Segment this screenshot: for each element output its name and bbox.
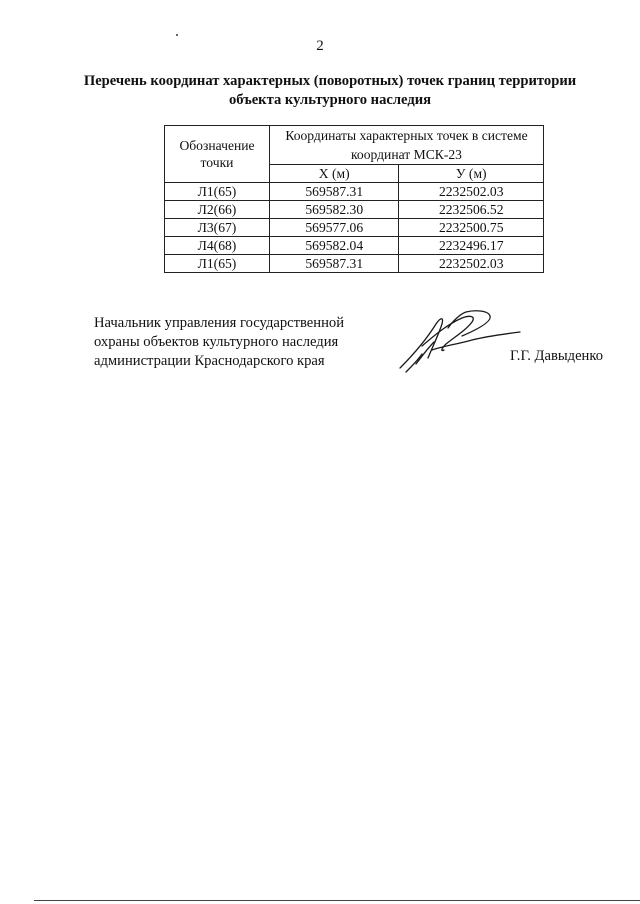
cell-y: 2232502.03 (399, 255, 544, 273)
header-coordinates (270, 126, 544, 165)
cell-x: 569577.06 (270, 219, 399, 237)
bottom-edge-line (34, 900, 640, 901)
header-x: X (м) (270, 165, 399, 183)
cell-x: 569582.04 (270, 237, 399, 255)
header-coords-line-1: Координаты характерных точек в системе (285, 128, 528, 143)
cell-point: Л1(65) (165, 183, 270, 201)
cell-y: 2232496.17 (399, 237, 544, 255)
header-point-line-2: точки (200, 155, 234, 170)
cell-x: 569582.30 (270, 201, 399, 219)
header-point-designation (165, 126, 270, 183)
cell-x: 569587.31 (270, 183, 399, 201)
table-row (165, 255, 544, 273)
cell-y: 2232502.03 (399, 183, 544, 201)
document-title (60, 72, 600, 110)
title-line-2: объекта культурного наследия (228, 92, 432, 108)
position-line-2: охраны объектов культурного наследия (94, 334, 339, 350)
page-number: 2 (316, 38, 324, 54)
cell-point: Л3(67) (165, 219, 270, 237)
cell-y: 2232506.52 (399, 201, 544, 219)
cell-point: Л4(68) (165, 237, 270, 255)
table-row (165, 219, 544, 237)
scan-speck (176, 34, 178, 36)
signatory-position (94, 314, 344, 371)
header-point-line-1: Обозначение (179, 138, 255, 153)
cell-x: 569587.31 (270, 255, 399, 273)
signer-name: Г.Г. Давыденко (510, 348, 604, 364)
handwritten-signature (392, 306, 522, 376)
header-coords-line-2: координат МСК-23 (351, 147, 462, 162)
table-row (165, 201, 544, 219)
coordinates-table (164, 125, 544, 273)
cell-point: Л1(65) (165, 255, 270, 273)
cell-point: Л2(66) (165, 201, 270, 219)
cell-y: 2232500.75 (399, 219, 544, 237)
position-line-1: Начальник управления государственной (94, 315, 345, 331)
table-row (165, 237, 544, 255)
header-y: У (м) (399, 165, 544, 183)
position-line-3: администрации Краснодарского края (94, 353, 325, 369)
table-row (165, 183, 544, 201)
title-line-1: Перечень координат характерных (поворотных) точек границ территории (83, 73, 577, 89)
